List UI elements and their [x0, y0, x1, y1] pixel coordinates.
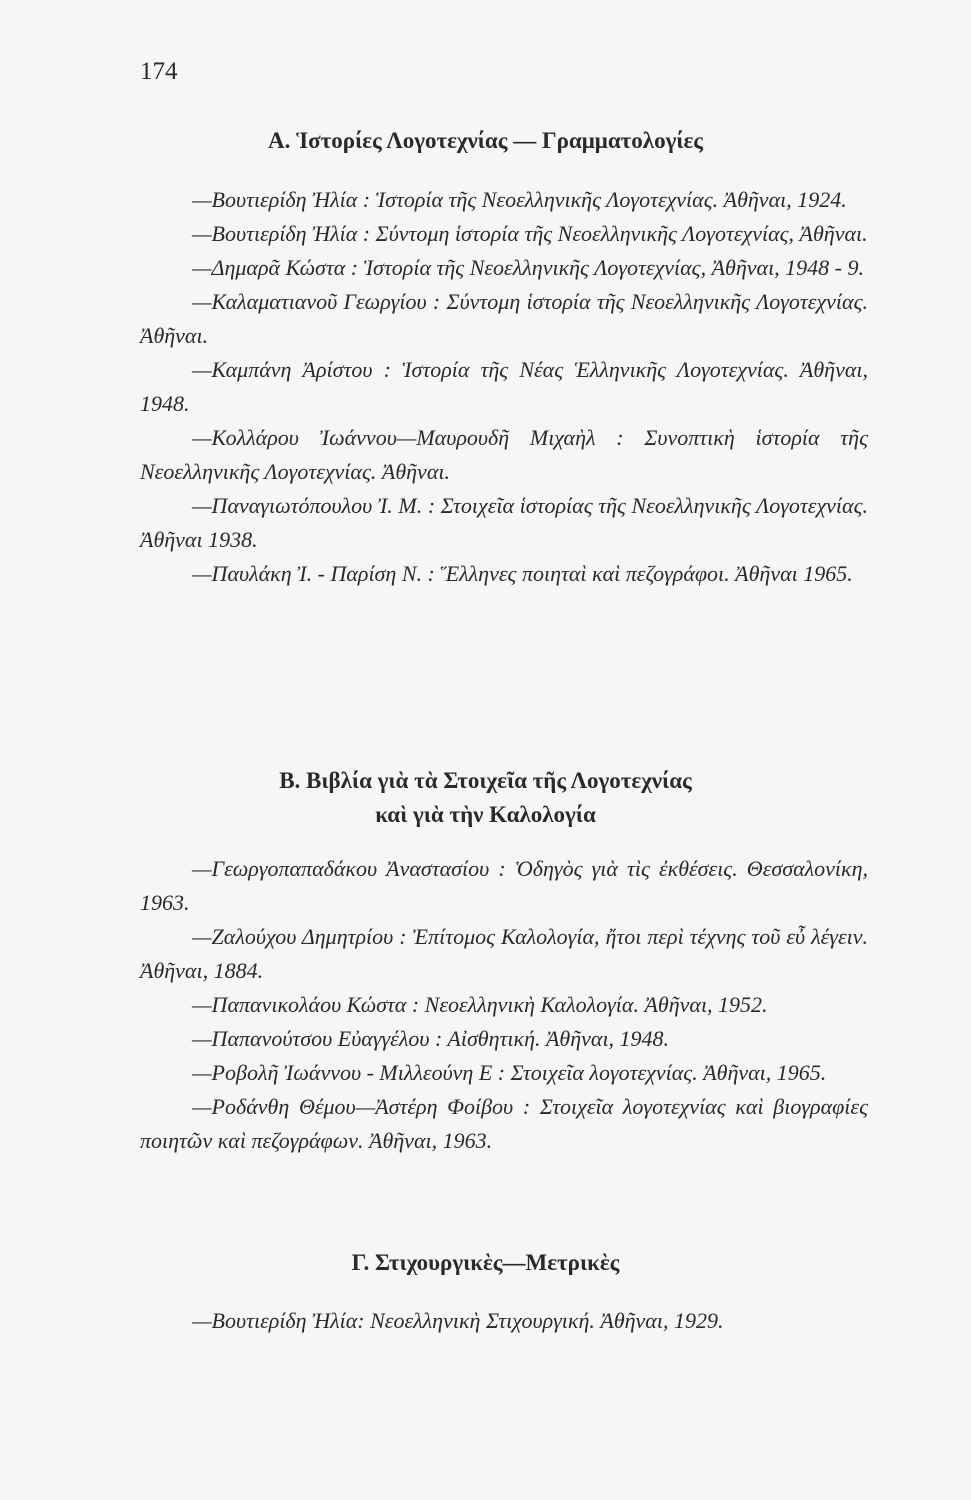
list-item: —Καλαματιανοῦ Γεωργίου : Σύντομη ἱστορία τῆς Νεοελληνικῆς Λογοτεχνίας. Ἀθῆναι. — [140, 289, 868, 348]
list-item: —Κολλάρου Ἰωάννου—Μαυρουδῆ Μιχαὴλ : Συνοπτικὴ ἱστορία τῆς Νεοελληνικῆς Λογοτεχνίας. Ἀθῆναι. — [140, 425, 868, 484]
list-item: —Ροδάνθη Θέμου—Ἀστέρη Φοίβου : Στοιχεῖα λογοτεχνίας καὶ βιογραφίες ποιητῶν καὶ πεζογράφων. Ἀθῆναι, 1963. — [140, 1094, 868, 1153]
bibliography-list-b — [140, 852, 868, 1158]
bibliography-list-a — [140, 183, 868, 591]
section-heading-c: Γ. Στιχουργικὲς—Μετρικὲς — [351, 1250, 620, 1275]
list-item: —Καμπάνη Ἀρίστου : Ἱστορία τῆς Νέας Ἑλληνικῆς Λογοτεχνίας. Ἀθῆναι, 1948. — [140, 357, 868, 416]
section-heading-b: Β. Βιβλία γιὰ τὰ Στοιχεῖα τῆς Λογοτεχνίας καὶ γιὰ τὴν Καλολογία — [279, 768, 692, 827]
list-item: —Βουτιερίδη Ἠλία: Νεοελληνικὴ Στιχουργική. Ἀθῆναι, 1929. — [192, 1308, 724, 1333]
page-number: 174 — [140, 58, 178, 85]
bibliography-list-c — [140, 1304, 868, 1338]
section-heading-a: Α. Ἱστορίες Λογοτεχνίας — Γραμματολογίες — [268, 128, 703, 153]
list-item: —Ροβολῆ Ἰωάννου - Μιλλεούνη Ε : Στοιχεῖα λογοτεχνίας. Ἀθῆναι, 1965. — [192, 1060, 827, 1085]
list-item: —Παπανικολάου Κώστα : Νεοελληνικὴ Καλολογία. Ἀθῆναι, 1952. — [192, 992, 768, 1017]
list-item: —Παπανούτσου Εὐαγγέλου : Αἰσθητική. Ἀθῆναι, 1948. — [192, 1026, 670, 1051]
list-item: —Παναγιωτόπουλου Ἰ. Μ. : Στοιχεῖα ἱστορίας τῆς Νεοελληνικῆς Λογοτεχνίας. Ἀθῆναι 1938. — [140, 493, 868, 552]
list-item: —Παυλάκη Ἰ. - Παρίση Ν. : Ἕλληνες ποιηταὶ καὶ πεζογράφοι. Ἀθῆναι 1965. — [192, 561, 853, 586]
list-item: —Βουτιερίδη Ἠλία : Σύντομη ἱστορία τῆς Νεοελληνικῆς Λογοτεχνίας, Ἀθῆναι. — [192, 221, 868, 246]
list-item: —Βουτιερίδη Ἠλία : Ἱστορία τῆς Νεοελληνικῆς Λογοτεχνίας. Ἀθῆναι, 1924. — [192, 187, 847, 212]
list-item: —Δημαρᾶ Κώστα : Ἱστορία τῆς Νεοελληνικῆς Λογοτεχνίας, Ἀθῆναι, 1948 - 9. — [192, 255, 865, 280]
list-item: —Ζαλούχου Δημητρίου : Ἐπίτομος Καλολογία, ἤτοι περὶ τέχνης τοῦ εὖ λέγειν. Ἀθῆναι, 1884. — [140, 924, 868, 983]
list-item: —Γεωργοπαπαδάκου Ἀναστασίου : Ὁδηγὸς γιὰ τὶς ἐκθέσεις. Θεσσαλονίκη, 1963. — [140, 856, 868, 915]
